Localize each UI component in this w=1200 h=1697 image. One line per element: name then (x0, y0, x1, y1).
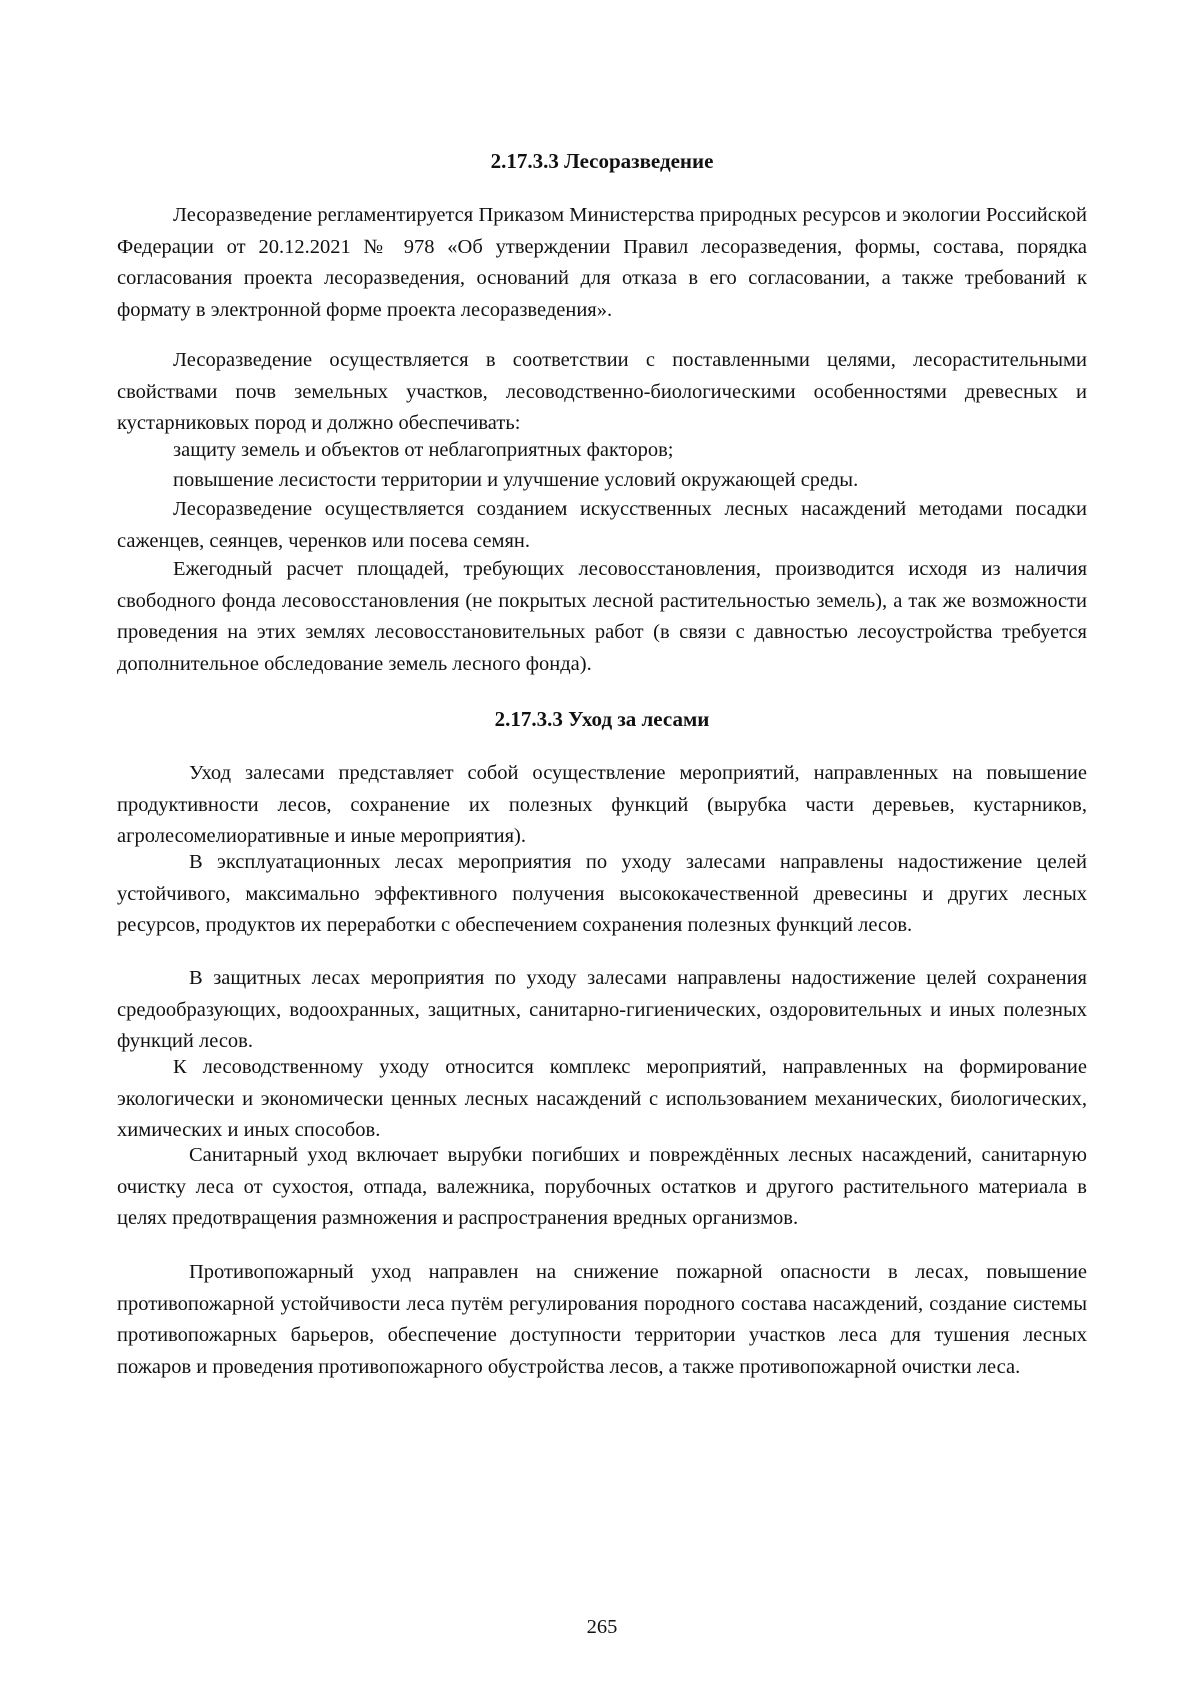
paragraph: В эксплуатационных лесах мероприятия по уходу залесами направлены надостижение целей устойчивого, максимально эффективного получения высококачественной древесины и других лесных ресурсов, продуктов их переработки с обеспечением сохранения полезных функций лесов. (117, 851, 1087, 937)
document-page (117, 0, 1087, 1697)
paragraph: Лесоразведение осуществляется в соответствии с поставленными целями, лесорастительными свойствами почв земельных участков, лесоводственно-биологическими особенностями древесных и кустарниковых пород и должно обеспечивать: (117, 349, 1087, 435)
paragraph: Уход залесами представляет собой осуществление мероприятий, направленных на повышение продуктивности лесов, сохранение их полезных функций (вырубка части деревьев, кустарников, агролесомелиоративные и иные мероприятия). (117, 762, 1087, 848)
list-item: повышение лесистости территории и улучшение условий окружающей среды. (173, 469, 859, 491)
paragraph: Санитарный уход включает вырубки погибших и повреждённых лесных насаждений, санитарную очистку леса от сухостоя, отпада, валежника, порубочных остатков и другого растительного материала в целях предотвращения размножения и распространения вредных организмов. (117, 1144, 1087, 1230)
paragraph: Лесоразведение осуществляется созданием искусственных лесных насаждений методами посадки саженцев, сеянцев, черенков или посева семян. (117, 498, 1087, 552)
page-number: 265 (586, 1616, 618, 1638)
paragraph: Ежегодный расчет площадей, требующих лесовосстановления, производится исходя из наличия свободного фонда лесовосстановления (не покрытых лесной растительностью земель), а так же возможности проведения на этих землях лесовосстановительных работ (в связи с давностью лесоустройства требуется дополнительное обследование земель лесного фонда). (117, 558, 1087, 675)
paragraph: Лесоразведение регламентируется Приказом Министерства природных ресурсов и экологии Российской Федерации от 20.12.2021 № 978 «Об утверждении Правил лесоразведения, формы, состава, порядка согласования проекта лесоразведения, оснований для отказа в его согласовании, а также требований к формату в электронной форме проекта лесоразведения». (117, 204, 1087, 321)
section-heading-afforestation: 2.17.3.3 Лесоразведение (490, 149, 714, 173)
section-heading-forest-care: 2.17.3.3 Уход за лесами (494, 707, 710, 731)
paragraph: Противопожарный уход направлен на снижение пожарной опасности в лесах, повышение противопожарной устойчивости леса путём регулирования породного состава насаждений, создание системы противопожарных барьеров, обеспечение доступности территории участков леса для тушения лесных пожаров и проведения противопожарного обустройства лесов, а также противопожарной очистки леса. (117, 1261, 1087, 1378)
paragraph: В защитных лесах мероприятия по уходу залесами направлены надостижение целей сохранения средообразующих, водоохранных, защитных, санитарно-гигиенических, оздоровительных и иных полезных функций лесов. (117, 967, 1087, 1053)
paragraph: К лесоводственному уходу относится комплекс мероприятий, направленных на формирование экологически и экономически ценных лесных насаждений с использованием механических, биологических, химических и иных способов. (117, 1056, 1087, 1142)
list-item: защиту земель и объектов от неблагоприятных факторов; (173, 439, 674, 461)
